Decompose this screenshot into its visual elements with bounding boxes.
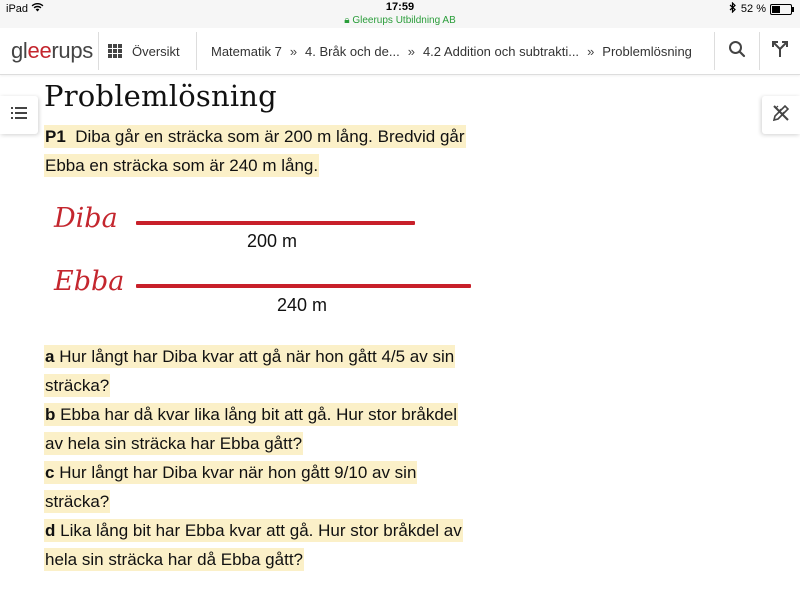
breadcrumb-item[interactable]: 4. Bråk och de...	[305, 43, 400, 59]
battery-icon	[770, 4, 792, 15]
question-letter: c	[45, 463, 55, 482]
question-line	[44, 519, 463, 542]
intro-text: Diba går en sträcka som är 200 m lång. Bredvid går	[75, 127, 465, 146]
divider	[196, 32, 197, 70]
divider	[98, 32, 99, 70]
logo-part: gl	[11, 38, 28, 63]
diba-distance-line	[136, 221, 415, 225]
question-letter: d	[45, 521, 56, 540]
logo-accent: ee	[27, 38, 52, 63]
problem-intro	[44, 122, 504, 180]
list-icon	[11, 106, 27, 124]
question-letter: a	[45, 347, 55, 366]
question-text: Lika lång bit har Ebba kvar att gå. Hur stor bråkdel av	[60, 521, 462, 540]
questions	[44, 342, 504, 574]
question-text: Hur långt har Diba kvar att gå när hon gått 4/5 av sin	[59, 347, 455, 366]
pencil-ruler-icon	[771, 103, 791, 128]
ebba-distance-line	[136, 284, 471, 288]
gleerups-logo[interactable]	[11, 38, 93, 64]
ebba-label: Ebba	[54, 266, 125, 297]
question-line	[44, 345, 455, 368]
problem-intro-line	[44, 125, 466, 148]
bluetooth-icon	[729, 2, 737, 16]
problem-label: P1	[45, 127, 66, 146]
question-line	[44, 403, 458, 426]
question-text: Ebba har då kvar lika lång bit att gå. Hur stor bråkdel	[60, 405, 458, 424]
diba-length: 200 m	[247, 231, 298, 251]
question-line	[44, 461, 417, 484]
breadcrumb-separator: »	[289, 43, 298, 59]
breadcrumb-current[interactable]: Problemlösning	[602, 43, 692, 59]
question-line: hela sin sträcka har då Ebba gått?	[45, 550, 303, 569]
battery-percent: 52 %	[740, 3, 766, 15]
breadcrumb-item[interactable]: 4.2 Addition och subtrakti...	[422, 43, 580, 59]
lock-icon: 🔒︎	[344, 15, 350, 26]
url-display[interactable]	[0, 15, 800, 26]
status-right	[729, 2, 792, 16]
tools-button[interactable]	[762, 96, 800, 134]
breadcrumb-item[interactable]: Matematik 7	[211, 43, 282, 59]
breadcrumb-separator: »	[587, 43, 595, 59]
ebba-length: 240 m	[277, 295, 328, 315]
overview-label: Översikt	[132, 43, 180, 59]
fork-button[interactable]	[758, 28, 800, 74]
url-text: Gleerups Utbildning AB	[352, 15, 456, 26]
question-line: sträcka?	[45, 376, 110, 395]
grid-icon	[108, 44, 122, 58]
device-label: iPad	[6, 3, 29, 15]
table-of-contents-button[interactable]	[0, 96, 38, 134]
question-line: av hela sin sträcka har Ebba gått?	[45, 434, 303, 453]
search-button[interactable]	[715, 28, 759, 74]
breadcrumb	[211, 28, 692, 74]
battery-fill	[772, 6, 780, 13]
overview-button[interactable]	[108, 28, 180, 74]
status-bar	[0, 0, 800, 28]
breadcrumb-separator: »	[407, 43, 415, 59]
status-time: 17:59	[385, 1, 415, 13]
question-line: sträcka?	[45, 492, 110, 511]
problem-intro-line: Ebba en sträcka som är 240 m lång.	[45, 156, 319, 175]
question-letter: b	[45, 405, 56, 424]
fork-arrows-icon	[771, 40, 789, 63]
question-text: Hur långt har Diba kvar när hon gått 9/10 av sin	[59, 463, 417, 482]
app-bar	[0, 28, 800, 75]
search-icon	[728, 40, 746, 63]
page-title: Problemlösning	[44, 79, 277, 113]
diba-label: Diba	[54, 203, 118, 234]
logo-part: rups	[51, 38, 94, 63]
